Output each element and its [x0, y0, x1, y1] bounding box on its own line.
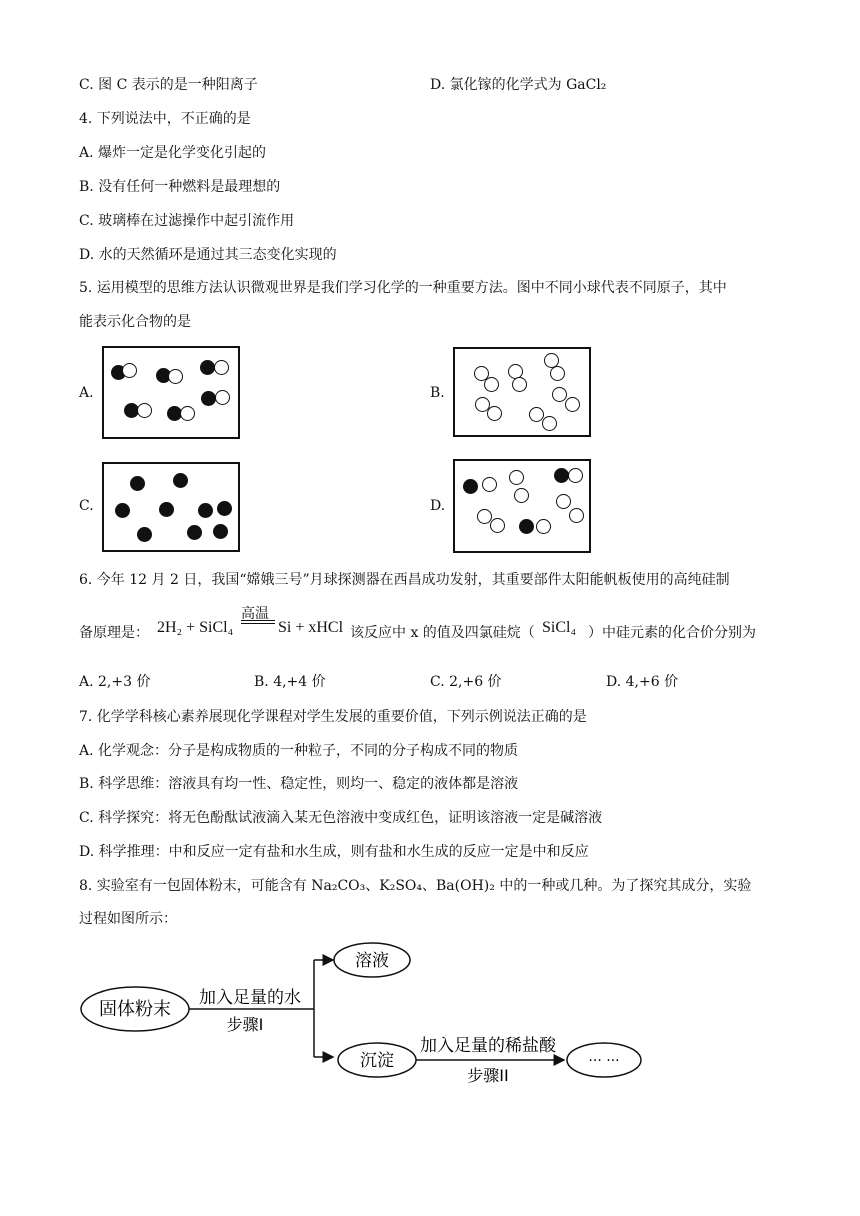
q4-option-d: D. 水的天然循环是通过其三态变化实现的	[79, 247, 337, 263]
q6-reactants: 2H₂ + SiCl₄	[157, 619, 234, 636]
q4-option-a: A. 爆炸一定是化学变化引起的	[79, 145, 267, 161]
q8-stem-line2: 过程如图所示：	[79, 911, 177, 927]
end-node-text: ··· ···	[588, 1053, 620, 1069]
precipitate-node-text: 沉淀	[360, 1051, 394, 1071]
q5-model-d	[453, 459, 591, 553]
q5-stem-line2: 能表示化合物的是	[79, 314, 191, 330]
q7-option-b: B. 科学思维：溶液具有均一性、稳定性，则均一、稳定的液体都是溶液	[79, 776, 519, 792]
q7-option-a: A. 化学观念：分子是构成物质的一种粒子，不同的分子构成不同的物质	[79, 743, 519, 759]
q6-suffix-a: 该反应中 x 的值及四氯硅烷（	[350, 625, 535, 641]
q5-stem-line1: 5. 运用模型的思维方法认识微观世界是我们学习化学的一种重要方法。图中不同小球代表不同原子，其中	[79, 280, 727, 296]
q5-label-c: C.	[79, 498, 94, 514]
q8-stem-line1: 8. 实验室有一包固体粉末，可能含有 Na₂CO₃、K₂SO₄、Ba(OH)₂ 中的一种或几种。为了探究其成分，实验	[79, 878, 752, 894]
q6-prefix: 备原理是：	[79, 625, 149, 641]
q6-option-c: C. 2,+6 价	[430, 674, 502, 690]
q5-label-d: D.	[430, 498, 446, 514]
q6-option-a: A. 2,+3 价	[79, 674, 151, 690]
q7-option-c: C. 科学探究：将无色酚酞试液滴入某无色溶液中变成红色，证明该溶液一定是碱溶液	[79, 810, 603, 826]
q5-label-b: B.	[430, 385, 445, 401]
q7-option-d: D. 科学推理：中和反应一定有盐和水生成，则有盐和水生成的反应一定是中和反应	[79, 844, 589, 860]
step1-label: 步骤I	[226, 1015, 264, 1034]
solution-node-text: 溶液	[355, 951, 389, 971]
q7-stem: 7. 化学学科核心素养展现化学课程对学生发展的重要价值，下列示例说法正确的是	[79, 709, 587, 725]
q5-model-a	[102, 346, 240, 439]
step2-label: 步骤II	[467, 1066, 509, 1085]
q5-model-b	[453, 347, 591, 437]
q3-option-c: C. 图 C 表示的是一种阳离子	[79, 77, 258, 93]
experiment-flowchart	[0, 935, 860, 1115]
q6-formula: SiCl₄	[542, 619, 577, 636]
q4-option-b: B. 没有任何一种燃料是最理想的	[79, 179, 281, 195]
q6-equals-sign	[241, 620, 275, 624]
q6-products: Si + xHCl	[278, 619, 344, 636]
q6-option-d: D. 4,+6 价	[606, 674, 679, 690]
q6-stem-line1: 6. 今年 12 月 2 日，我国“嫦娥三号”月球探测器在西昌成功发射，其重要部件太阳能帆板使用的高纯硅制	[79, 572, 730, 588]
q5-model-c	[102, 462, 240, 552]
q6-suffix-b: ）中硅元素的化合价分别为	[588, 625, 756, 641]
q5-label-a: A.	[79, 385, 94, 401]
q4-stem: 4. 下列说法中，不正确的是	[79, 111, 251, 127]
start-node-text: 固体粉末	[99, 999, 171, 1020]
q4-option-c: C. 玻璃棒在过滤操作中起引流作用	[79, 213, 295, 229]
step2-action: 加入足量的稀盐酸	[420, 1036, 556, 1056]
q3-option-d: D. 氯化镓的化学式为 GaCl₂	[430, 77, 607, 93]
step1-action: 加入足量的水	[199, 988, 301, 1008]
q6-condition: 高温	[241, 606, 269, 622]
q6-option-b: B. 4,+4 价	[254, 674, 326, 690]
